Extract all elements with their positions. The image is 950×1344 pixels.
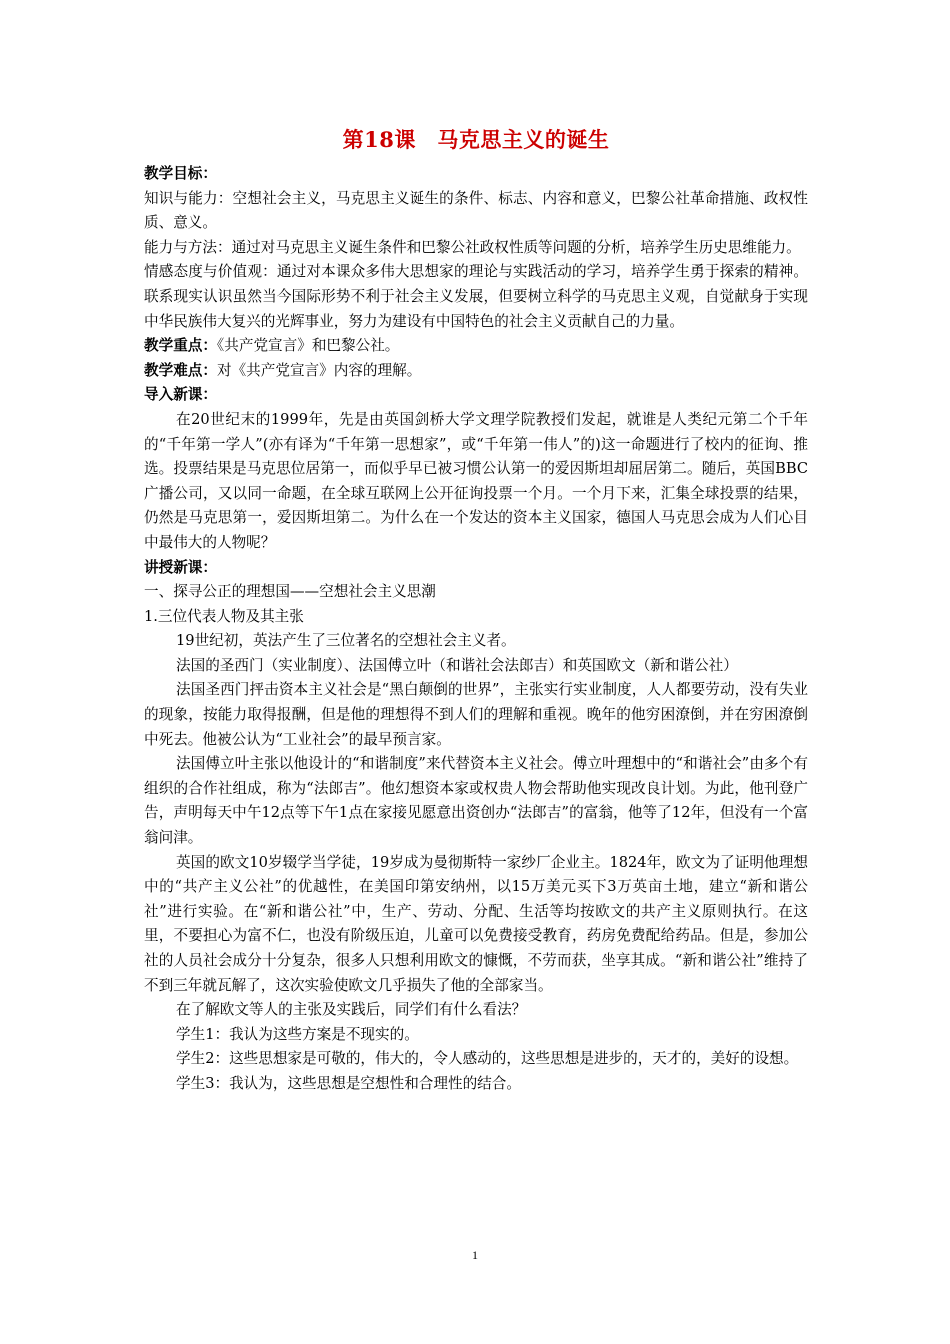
difficulty-line	[144, 359, 808, 384]
objectives-heading: 教学目标：	[144, 165, 217, 182]
difficulty-label: 教学难点：	[144, 361, 217, 379]
page-title: 第18课 马克思主义的诞生	[342, 127, 610, 152]
page-number: 1	[472, 1248, 478, 1262]
page-content	[144, 128, 808, 1097]
paragraph: 学生1：我认为这些方案是不现实的。	[176, 1025, 419, 1043]
paragraph: 学生2：这些思想家是可敬的，伟大的，令人感动的，这些思想是进步的，天才的，美好的设想。	[176, 1050, 799, 1068]
objective-ability: 能力与方法：通过对马克思主义诞生条件和巴黎公社政权性质等问题的分析，培养学生历史思维能力。	[144, 238, 801, 256]
key-point-line	[144, 334, 808, 359]
paragraph: 英国的欧文10岁辍学当学徒，19岁成为曼彻斯特一家纱厂企业主。1824年，欧文为了证明他理想中的“共产主义公社”的优越性，在美国印第安纳州，以15万美元买下3万英亩土地，建立“新和谐公社”进行实验。在“新和谐公社”中，生产、劳动、分配、生活等均按欧文的共产主义原则执行。在这里，不要担心为富不仁，也没有阶级压迫，儿童可以免费接受教育，药房免费配给药品。但是，参加公社的人员社会成分十分复杂，很多人只想利用欧文的慷慨，不劳而获，坐享其成。“新和谐公社”维持了不到三年就瓦解了，这次实验使欧文几乎损失了他的全部家当。	[144, 853, 808, 994]
intro-heading: 导入新课：	[144, 386, 217, 404]
key-point-label: 教学重点：	[144, 337, 217, 355]
paragraph: 在了解欧文等人的主张及实践后，同学们有什么看法？	[176, 1001, 527, 1019]
paragraph: 学生3：我认为，这些思想是空想性和合理性的结合。	[176, 1074, 521, 1092]
key-point-text: 《共产党宣言》和巴黎公社。	[216, 337, 400, 355]
objective-knowledge: 知识与能力：空想社会主义，马克思主义诞生的条件、标志、内容和意义，巴黎公社革命措施、政权性质、意义。	[144, 189, 808, 232]
paragraph: 法国傅立叶主张以他设计的“和谐制度”来代替资本主义社会。傅立叶理想中的“和谐社会”由多个有组织的合作社组成，称为“法郎吉”。他幻想资本家或权贵人物会帮助他实现改良计划。为此，他刊登广告，声明每天中午12点等下午1点在家接见愿意出资创办“法郎吉”的富翁，他等了12年，但没有一个富翁问津。	[144, 755, 808, 847]
paragraph: 19世纪初，英法产生了三位著名的空想社会主义者。	[176, 632, 516, 650]
paragraph: 法国圣西门抨击资本主义社会是“黑白颠倒的世界”，主张实行实业制度，人人都要劳动，没有失业的现象，按能力取得报酬，但是他的理想得不到人们的理解和重视。晚年的他穷困潦倒，并在穷困潦倒中死去。他被公认为“工业社会”的最早预言家。	[144, 681, 808, 748]
teach-heading: 讲授新课：	[144, 558, 217, 576]
subsection-heading: 1.三位代表人物及其主张	[144, 607, 304, 625]
paragraph: 法国的圣西门（实业制度）、法国傅立叶（和谐社会法郎吉）和英国欧文（新和谐公社）	[176, 656, 738, 674]
intro-paragraph: 在20世纪末的1999年，先是由英国剑桥大学文理学院教授们发起，就谁是人类纪元第二个千年的“千年第一学人”(亦有译为“千年第一思想家”，或“千年第一伟人”的)这一命题进行了校内的征询、推选。投票结果是马克思位居第一，而似乎早已被习惯公认第一的爱因斯坦却屈居第二。随后，英国BBC广播公司，又以同一命题，在全球互联网上公开征询投票一个月。一个月下来，汇集全球投票的结果，仍然是马克思第一，爱因斯坦第二。为什么在一个发达的资本主义国家，德国人马克思会成为人们心目中最伟大的人物呢？	[144, 410, 808, 551]
section-heading: 一、探寻公正的理想国——空想社会主义思潮	[144, 583, 436, 601]
objective-emotion: 情感态度与价值观：通过对本课众多伟大思想家的理论与实践活动的学习，培养学生勇于探索的精神。联系现实认识虽然当今国际形势不利于社会主义发展，但要树立科学的马克思主义观，自觉献身于实现中华民族伟大复兴的光辉事业，努力为建设有中国特色的社会主义贡献自己的力量。	[144, 263, 808, 330]
difficulty-text: 对《共产党宣言》内容的理解。	[216, 361, 422, 379]
